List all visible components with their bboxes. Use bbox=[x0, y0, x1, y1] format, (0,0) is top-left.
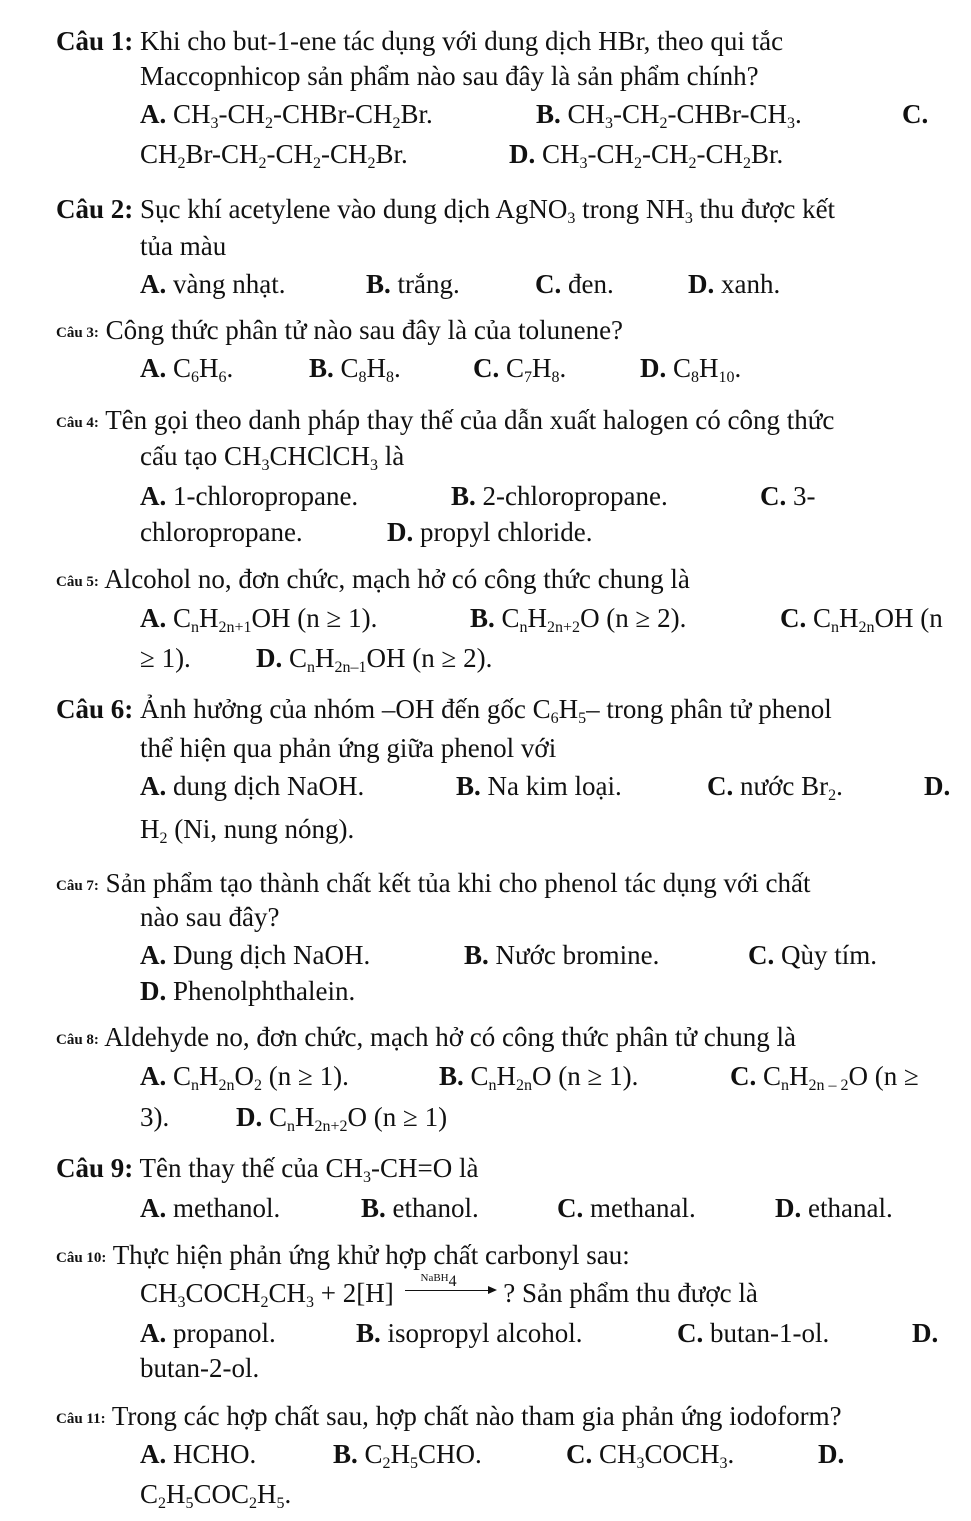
question-7-label: Câu 7: bbox=[56, 878, 99, 894]
question-6-stem bbox=[56, 693, 832, 726]
q4-option-b: B. 2-chloropropane. bbox=[451, 481, 668, 511]
q1-option-b: B. $CH_3-CH_2-CHBr-CH_3$. bbox=[536, 99, 802, 132]
question-2-stem-cont: tủa màu bbox=[140, 231, 227, 261]
q2-option-c: C. đen. bbox=[535, 269, 614, 299]
question-2-text: Sục khí acetylene vào dung dịch AgNO$_3$ trong $NH_3$ thu được kết bbox=[140, 194, 836, 227]
q4-option-d: D. propyl chloride. bbox=[387, 517, 593, 547]
question-11-label: Câu 11: bbox=[56, 1411, 106, 1427]
question-9-stem bbox=[56, 1152, 478, 1185]
q6-option-b: B. Na kim loại. bbox=[456, 771, 622, 801]
question-7-text: Sản phẩm tạo thành chất kết tủa khi cho phenol tác dụng với chất bbox=[105, 868, 811, 898]
question-11-text: Trong các hợp chất sau, hợp chất nào tham gia phản ứng iodoform? bbox=[111, 1401, 842, 1431]
question-10-stem bbox=[56, 1239, 630, 1275]
q7-option-a: A. Dung dịch NaOH. bbox=[140, 940, 371, 970]
question-8-label: Câu 8: bbox=[56, 1032, 99, 1048]
q5-option-c-cont: ≥ 1). bbox=[140, 643, 191, 673]
q8-option-b: B. $C_nH_{2n}O$ (n ≥ 1). bbox=[439, 1061, 639, 1094]
q3-option-b: B. $C_8H_8$. bbox=[309, 353, 401, 386]
question-9-label: Câu 9: bbox=[56, 1153, 134, 1183]
q8-option-c-cont: 3). bbox=[140, 1102, 170, 1132]
q5-option-b: B. $C_nH_{2n+2}O$ (n ≥ 2). bbox=[470, 603, 687, 636]
question-3-text: Công thức phân tử nào sau đây là của tolunene? bbox=[105, 315, 624, 345]
q4-option-a: A. 1-chloropropane. bbox=[140, 481, 359, 511]
question-6-text: Ảnh hưởng của nhóm –OH đến gốc $C_6H_5-$ trong phân tử phenol bbox=[140, 694, 832, 727]
q11-option-d-key: D. bbox=[818, 1439, 845, 1469]
q1-option-c-key: C. bbox=[902, 99, 929, 129]
q9-option-d: D. ethanal. bbox=[775, 1193, 893, 1223]
q3-option-c: C. $C_7H_8$. bbox=[473, 353, 567, 386]
question-4-stem bbox=[56, 404, 834, 440]
question-5-label: Câu 5: bbox=[56, 574, 99, 590]
q11-option-a: A. HCHO. bbox=[140, 1439, 257, 1469]
q2-option-a: A. vàng nhạt. bbox=[140, 269, 286, 299]
question-3-label: Câu 3: bbox=[56, 325, 99, 341]
question-5-stem bbox=[56, 563, 690, 599]
q5-option-c: C. $C_nH_{2n}OH$ (n bbox=[780, 603, 943, 636]
q6-option-a: A. dung dịch NaOH. bbox=[140, 771, 365, 801]
question-8-text: Aldehyde no, đơn chức, mạch hở có công thức phân tử chung là bbox=[104, 1022, 796, 1052]
q9-option-a: A. methanol. bbox=[140, 1193, 281, 1223]
q2-option-b: B. trắng. bbox=[366, 269, 460, 299]
q7-option-d: D. Phenolphthalein. bbox=[140, 976, 356, 1006]
q7-option-c: C. Qùy tím. bbox=[748, 940, 878, 970]
q6-option-c: C. nước $Br_2$. bbox=[707, 771, 843, 804]
question-7-stem-cont: nào sau đây? bbox=[140, 902, 280, 932]
q5-option-d: D. $C_nH_{2n-1}OH$ (n ≥ 2). bbox=[256, 643, 493, 676]
question-2-label: Câu 2: bbox=[56, 194, 134, 224]
reaction-product: ? Sản phẩm thu được là bbox=[503, 1278, 758, 1308]
q8-option-d: D. $C_nH_{2n+2}O$ (n ≥ 1) bbox=[236, 1102, 448, 1135]
reaction-arrow-icon bbox=[401, 1272, 497, 1301]
q4-option-c-text: chloropropane. bbox=[140, 517, 303, 547]
question-10-label: Câu 10: bbox=[56, 1250, 107, 1266]
question-4-label: Câu 4: bbox=[56, 415, 99, 431]
question-1-label: Câu 1: bbox=[56, 26, 134, 56]
q4-option-c-key: C. 3- bbox=[760, 481, 816, 511]
question-4-text: Tên gọi theo danh pháp thay thế của dẫn xuất halogen có công thức bbox=[105, 405, 835, 435]
q8-option-c: C. $C_nH_{2n - 2}O$ (n ≥ bbox=[730, 1061, 919, 1094]
q10-option-b: B. isopropyl alcohol. bbox=[356, 1318, 583, 1348]
q6-option-d-key: D. bbox=[924, 771, 951, 801]
question-5-text: Alcohol no, đơn chức, mạch hở có công thức chung là bbox=[104, 564, 690, 594]
q10-option-c: C. butan-1-ol. bbox=[677, 1318, 830, 1348]
q8-option-a: A. $C_nH_{2n}O_2$ (n ≥ 1). bbox=[140, 1061, 349, 1094]
q11-option-d-text: $C_2H_5COC_2H_5$. bbox=[140, 1479, 292, 1512]
q11-option-c: C. $CH_3COCH_3$. bbox=[566, 1439, 735, 1472]
question-10-text: Thực hiện phản ứng khử hợp chất carbonyl sau: bbox=[112, 1240, 630, 1270]
q10-option-d-key: D. bbox=[912, 1318, 939, 1348]
question-1-text: Khi cho but-1-ene tác dụng với dung dịch HBr, theo qui tắc bbox=[140, 26, 784, 56]
question-2-stem bbox=[56, 193, 835, 226]
q6-option-d-text: $H_2$ (Ni, nung nóng). bbox=[140, 814, 355, 847]
reaction-reactants: $CH_3COCH_2CH_3 + 2[H]$ bbox=[140, 1278, 394, 1311]
q3-option-a: A. $C_6H_6$. bbox=[140, 353, 234, 386]
q10-option-d-text: butan-2-ol. bbox=[140, 1353, 260, 1383]
q9-option-c: C. methanal. bbox=[557, 1193, 696, 1223]
q3-option-d: D. $C_8H_{10}$. bbox=[640, 353, 742, 386]
question-7-stem bbox=[56, 867, 811, 903]
question-8-stem bbox=[56, 1021, 796, 1057]
q9-option-b: B. ethanol. bbox=[361, 1193, 479, 1223]
q5-option-a: A. $C_nH_{2n+1}OH$ (n ≥ 1). bbox=[140, 603, 378, 636]
q7-option-b: B. Nước bromine. bbox=[464, 940, 660, 970]
q2-option-d: D. xanh. bbox=[688, 269, 781, 299]
q1-option-c-text: $CH_2Br-CH_2-CH_2-CH_2Br$. bbox=[140, 139, 408, 172]
question-3-stem bbox=[56, 314, 623, 350]
question-1-stem-cont: Maccopnhicop sản phẩm nào sau đây là sản phẩm chính? bbox=[140, 61, 759, 91]
q10-option-a: A. propanol. bbox=[140, 1318, 276, 1348]
question-4-stem-cont: cấu tạo $CH_3CHClCH_3$ là bbox=[140, 441, 405, 474]
question-9-text: Tên thay thế của $CH_3-CH=O$ là bbox=[139, 1153, 479, 1186]
question-11-stem bbox=[56, 1400, 842, 1436]
q11-option-b: B. $C_2H_5CHO$. bbox=[333, 1439, 482, 1472]
question-10-reaction bbox=[140, 1272, 758, 1311]
q1-option-a: A. $CH_3-CH_2-CHBr-CH_2Br$. bbox=[140, 99, 433, 132]
q1-option-d: D. $CH_3-CH_2-CH_2-CH_2Br$. bbox=[509, 139, 784, 172]
question-6-label: Câu 6: bbox=[56, 694, 134, 724]
question-1-stem bbox=[56, 25, 783, 58]
reaction-reagent: NaBH$_4$ bbox=[420, 1272, 457, 1290]
question-6-stem-cont: thể hiện qua phản ứng giữa phenol với bbox=[140, 733, 557, 763]
